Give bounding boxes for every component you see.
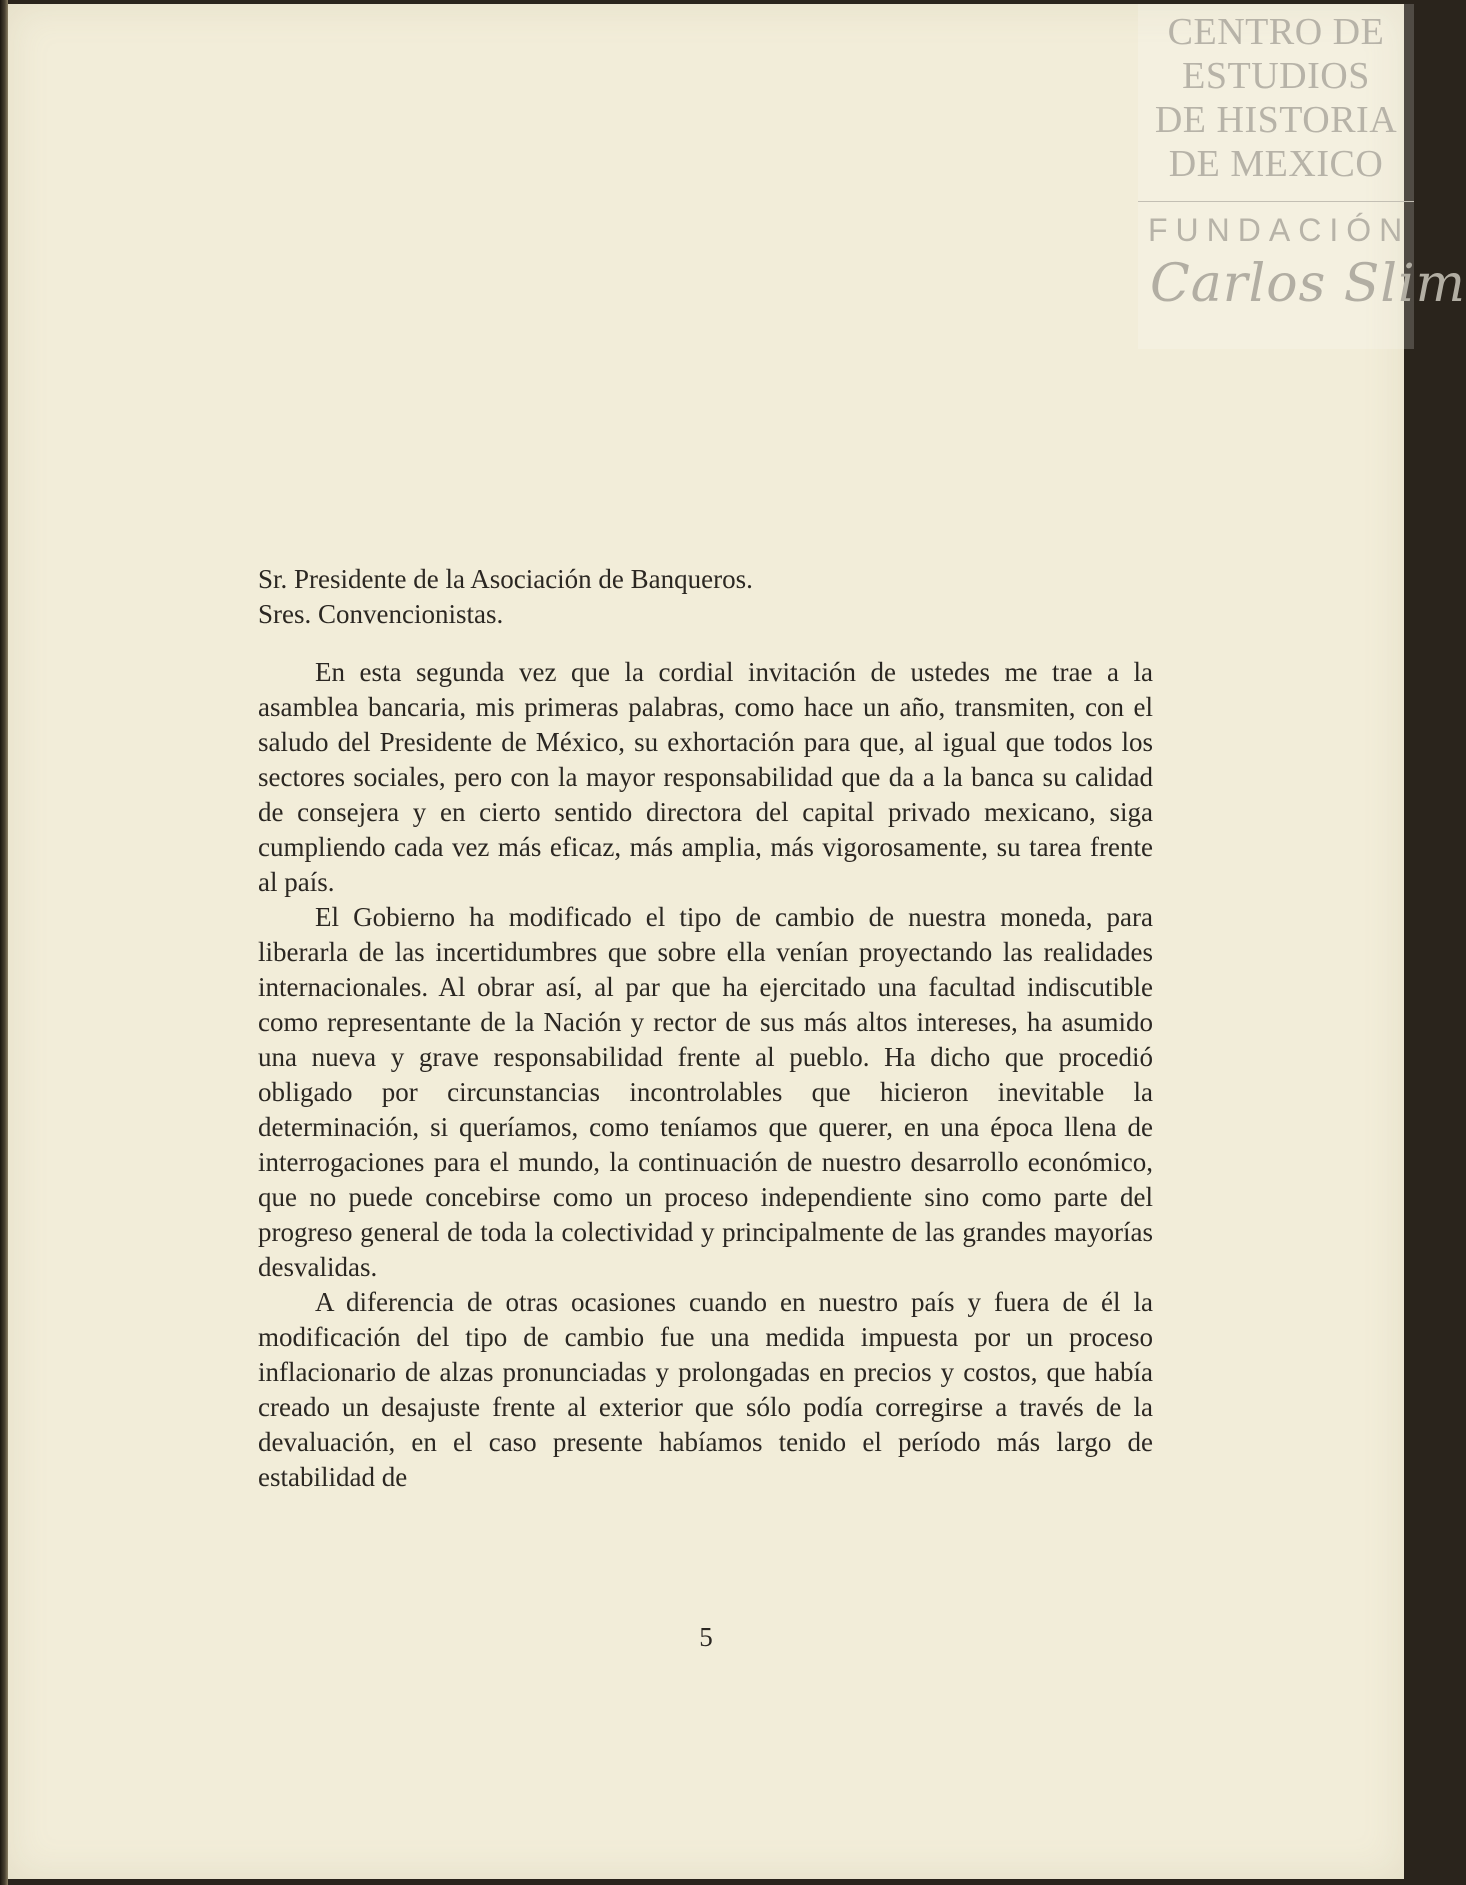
watermark-institution [1138, 4, 1414, 186]
watermark-fundacion: FUNDACIÓN [1148, 212, 1411, 248]
paragraph-2: El Gobierno ha modificado el tipo de cambio de nuestra moneda, para liberarla de las incertidumbres que sobre ella venían proyectando las realidades internacionales. Al obrar así, al par que ha ejercitado una facultad indiscutible como representante de la Nación y rector de sus más altos intereses, ha asumido una nueva y grave responsabilidad frente al pueblo. Ha dicho que procedió obligado por circunstancias incontrolables que hicieron inevitable la determinación, si queríamos, como teníamos que querer, en una época llena de interrogaciones para el mundo, la continuación de nuestro desarrollo económico, que no puede concebirse como un proceso independiente sino como parte del progreso general de toda la colectividad y principalmente de las grandes mayorías desvalidas. [258, 902, 1153, 1282]
document-page [8, 4, 1466, 1879]
salutation-line-1: Sr. Presidente de la Asociación de Banqueros. [258, 564, 753, 594]
paragraph-3: A diferencia de otras ocasiones cuando en nuestro país y fuera de él la modificación del tipo de cambio fue una medida impuesta por un proceso inflacionario de alzas pronunciadas y prolongadas en precios y costos, que había creado un desajuste frente al exterior que sólo podía corregirse a través de la devaluación, en el caso presente habíamos tenido el período más largo de estabilidad de [258, 1287, 1153, 1492]
paragraph-1: En esta segunda vez que la cordial invitación de ustedes me trae a la asamblea bancaria, mis primeras palabras, como hace un año, transmiten, con el saludo del Presidente de México, su exhortación para que, al igual que todos los sectores sociales, pero con la mayor responsabilidad que da a la banca su calidad de consejera y en cierto sentido directora del capital privado mexicano, siga cumpliendo cada vez más eficaz, más amplia, más vigorosamente, su tarea frente al país. [258, 657, 1153, 897]
archive-watermark [1138, 4, 1466, 349]
page-number [8, 1622, 1404, 1653]
watermark-signature: Carlos Slim [1150, 254, 1466, 314]
salutation-line-2: Sres. Convencionistas. [258, 599, 504, 629]
letter-body [258, 562, 1153, 1495]
page-number-text: 5 [699, 1622, 713, 1652]
watermark-line-4: DE MEXICO [1168, 143, 1384, 185]
watermark-line-1: CENTRO DE [1167, 11, 1385, 53]
watermark-line-3: DE HISTORIA [1154, 99, 1398, 141]
watermark-line-2: ESTUDIOS [1182, 55, 1370, 97]
page-binding-edge [0, 0, 8, 1885]
watermark-divider [1138, 201, 1414, 202]
